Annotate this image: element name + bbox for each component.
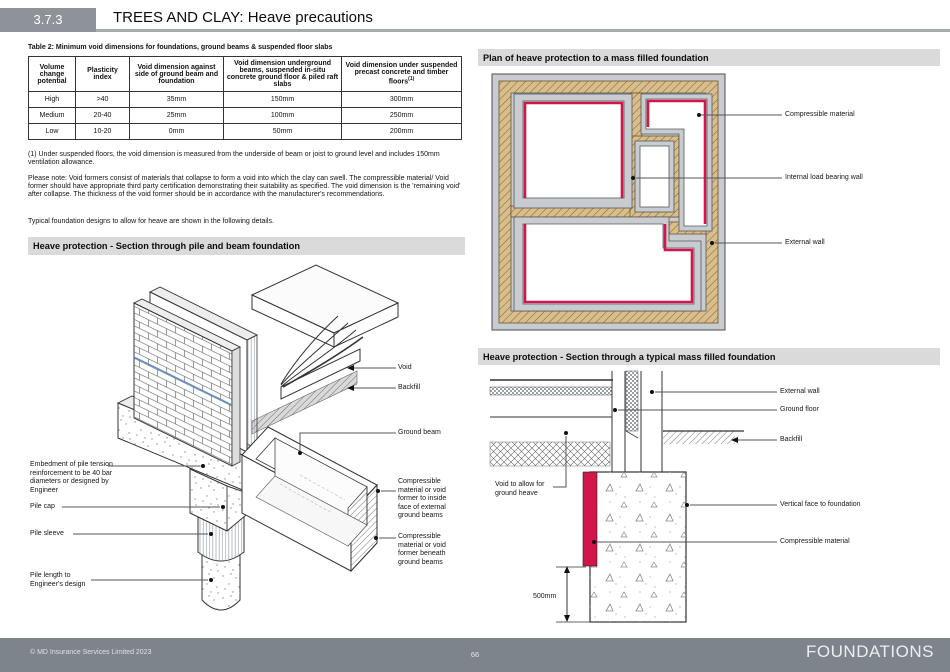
table-header-row	[29, 57, 462, 92]
dimension-500mm	[556, 566, 592, 622]
plan-footprint	[492, 74, 725, 330]
label-backfill-iso: Backfill	[398, 384, 421, 391]
foundation-block	[583, 472, 686, 622]
footnote-marker: (1)	[408, 76, 415, 83]
label-void: Void	[398, 364, 412, 371]
void-former-trough	[242, 427, 377, 571]
cell: 20-40	[76, 108, 130, 124]
heading-mass-fill-section: Heave protection - Section through a typical mass filled foundation	[478, 348, 940, 365]
void-dimensions-table	[28, 56, 462, 140]
heading-plan-section: Plan of heave protection to a mass filled foundation	[478, 49, 940, 66]
table-row	[29, 108, 462, 124]
outro-paragraph: Typical foundation designs to allow for heave are shown in the following details.	[28, 218, 274, 225]
col-header: Volume change potential	[29, 57, 76, 92]
label-void-heave: Void to allow for ground heave	[495, 481, 545, 497]
section-number: 3.7.3	[0, 8, 96, 32]
cell: 10-20	[76, 124, 130, 140]
cavity-wall-section	[612, 371, 662, 472]
heading-pile-beam-section: Heave protection - Section through pile and beam foundation	[28, 237, 465, 255]
page-title: TREES AND CLAY: Heave precautions	[113, 9, 373, 26]
cell: Low	[29, 124, 76, 140]
label-vertical-face: Vertical face to foundation	[780, 501, 861, 508]
table-footnote: (1) Under suspended floors, the void dimension is measured from the underside of beam or joist to ground level and includes 150mm ventilation allowance.	[28, 151, 440, 166]
col-header: Plasticity index	[76, 57, 130, 92]
copyright-text: © MD Insurance Services Limited 2023	[30, 649, 152, 656]
cell: Medium	[29, 108, 76, 124]
cell: 35mm	[130, 92, 224, 108]
label-compressible-beneath: Compressible material or void former beneath ground beams	[398, 533, 446, 566]
col-header: Void dimension under suspended precast concrete and timber floors$^{(1)}$	[342, 57, 462, 92]
label-pile-cap: Pile cap	[30, 503, 55, 510]
col-header: Void dimension against side of ground beam and foundation	[130, 57, 224, 92]
label-ground-beam: Ground beam	[398, 429, 441, 436]
table-caption: Table 2: Minimum void dimensions for foundations, ground beams & suspended floor slabs	[28, 44, 333, 51]
cell: 100mm	[224, 108, 342, 124]
label-pile-sleeve: Pile sleeve	[30, 530, 64, 537]
label-external-wall-section: External wall	[780, 388, 820, 395]
ground-floor-buildup	[490, 380, 613, 466]
external-backfill	[663, 431, 744, 444]
label-compressible-section: Compressible material	[780, 538, 850, 545]
cell: 150mm	[224, 92, 342, 108]
note-paragraph: Please note: Void formers consist of materials that collapse to form a void into which the clay can swell. The compressible material/ Void former should have appropriate third party certification demonstrating their suitability as specified. The void dimension is the 'remaining void' after collapse. The thickness of the void former should be in accordance with the manufacturer's recommendations.	[28, 175, 461, 198]
plan-diagram	[478, 68, 938, 336]
cell: >40	[76, 92, 130, 108]
label-ground-floor: Ground floor	[780, 406, 819, 413]
label-compressible-inside: Compressible material or void former to inside face of external ground beams	[398, 478, 447, 520]
cell: 200mm	[342, 124, 462, 140]
mass-fill-section-diagram	[478, 368, 938, 630]
cell: 50mm	[224, 124, 342, 140]
label-internal-load-bearing-wall: Internal load bearing wall	[785, 174, 863, 181]
title-rule	[96, 29, 950, 32]
label-backfill-section: Backfill	[780, 436, 803, 443]
col-header: Void dimension underground beams, suspended in-situ concrete ground floor & piled raft slabs	[224, 57, 342, 92]
page-number: 66	[470, 650, 480, 659]
floor-and-backfill	[252, 265, 398, 434]
foundations-wordmark: FOUNDATIONS	[806, 642, 934, 661]
table-row	[29, 92, 462, 108]
table-row	[29, 124, 462, 140]
cell: 300mm	[342, 92, 462, 108]
cell: High	[29, 92, 76, 108]
label-external-wall-plan: External wall	[785, 239, 825, 246]
cell: 250mm	[342, 108, 462, 124]
cell: 0mm	[130, 124, 224, 140]
cell: 25mm	[130, 108, 224, 124]
label-pile-length: Pile length to Engineer's design	[30, 572, 86, 588]
label-embedment: Embedment of pile tension reinforcement to be 40 bar diameters or designed by Engineer	[30, 461, 113, 494]
label-compressible-material-plan: Compressible material	[785, 111, 855, 118]
label-500mm-dimension: 500mm	[533, 593, 557, 600]
